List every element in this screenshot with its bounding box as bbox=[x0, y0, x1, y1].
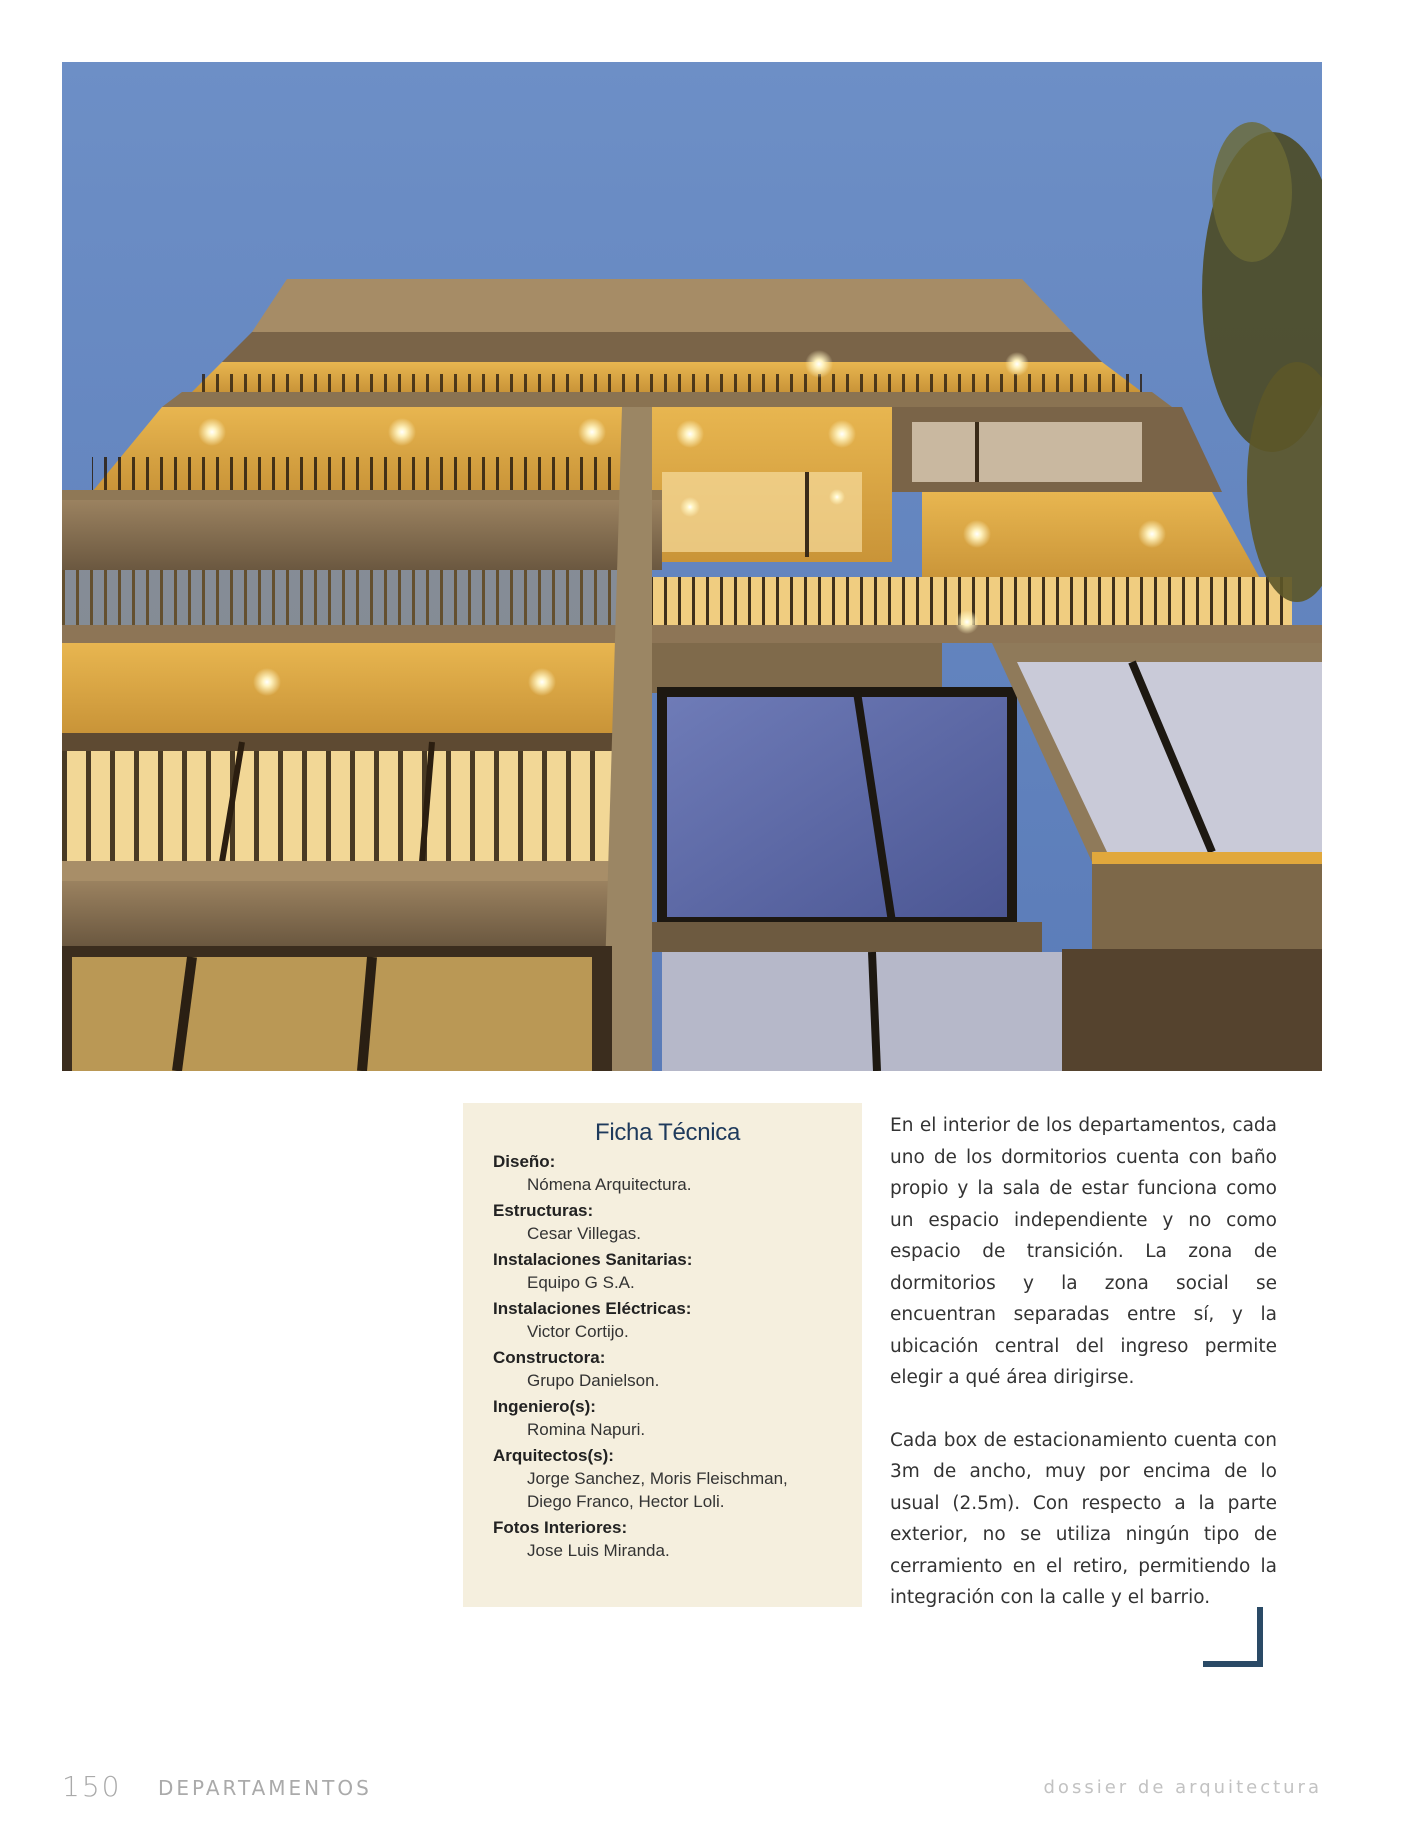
technical-sheet-title: Ficha Técnica bbox=[594, 1119, 741, 1146]
building-facade-illustration bbox=[62, 62, 1322, 1071]
technical-sheet-item bbox=[493, 1517, 842, 1562]
item-value: Jose Luis Miranda. bbox=[527, 1541, 670, 1560]
item-label: Instalaciones Eléctricas: bbox=[493, 1299, 692, 1318]
item-value: Romina Napuri. bbox=[527, 1420, 646, 1439]
item-value: Victor Cortijo. bbox=[527, 1322, 629, 1341]
article-paragraph-2: Cada box de estacionamiento cuenta con 3m de ancho, muy por encima de lo usual (2.5m). Con respecto a la parte exterior, no se utiliza ningún tipo de cerramiento en el retiro, permitiendo la integración con la calle y el barrio. bbox=[890, 1429, 1277, 1608]
technical-sheet-item bbox=[493, 1347, 842, 1392]
technical-sheet-box bbox=[463, 1103, 862, 1607]
technical-sheet-item bbox=[493, 1249, 842, 1294]
page-number: 150 bbox=[62, 1770, 122, 1803]
section-name: DEPARTAMENTOS bbox=[158, 1776, 372, 1800]
item-label: Estructuras: bbox=[493, 1201, 594, 1220]
magazine-name: dossier de arquitectura bbox=[1043, 1777, 1322, 1798]
item-label: Fotos Interiores: bbox=[493, 1518, 628, 1537]
item-value: Equipo G S.A. bbox=[527, 1273, 635, 1292]
item-value-continued: Diego Franco, Hector Loli. bbox=[527, 1492, 725, 1511]
item-label: Instalaciones Sanitarias: bbox=[493, 1250, 693, 1269]
item-label: Ingeniero(s): bbox=[493, 1397, 596, 1416]
item-value: Grupo Danielson. bbox=[527, 1371, 660, 1390]
item-value: Jorge Sanchez, Moris Fleischman, bbox=[527, 1469, 788, 1488]
technical-sheet-item bbox=[493, 1200, 842, 1245]
item-label: Diseño: bbox=[493, 1152, 556, 1171]
technical-sheet-item bbox=[493, 1445, 842, 1513]
item-value: Nómena Arquitectura. bbox=[527, 1175, 692, 1194]
building-photo bbox=[62, 62, 1322, 1071]
technical-sheet-item bbox=[493, 1298, 842, 1343]
article-text bbox=[890, 1110, 1277, 1645]
technical-sheet-item bbox=[493, 1151, 842, 1196]
item-label: Constructora: bbox=[493, 1348, 606, 1367]
item-label: Arquitectos(s): bbox=[493, 1446, 614, 1465]
article-end-mark bbox=[1203, 1607, 1263, 1667]
technical-sheet-item bbox=[493, 1396, 842, 1441]
article-paragraph-1: En el interior de los departamentos, cada uno de los dormitorios cuenta con baño propio y la sala de estar funciona como un espacio independiente y no como espacio de transición. La zona de dormitorios y la zona social se encuentran separadas entre sí, y la ubicación central del ingreso permite elegir a qué área dirigirse. bbox=[890, 1115, 1277, 1388]
item-value: Cesar Villegas. bbox=[527, 1224, 642, 1243]
